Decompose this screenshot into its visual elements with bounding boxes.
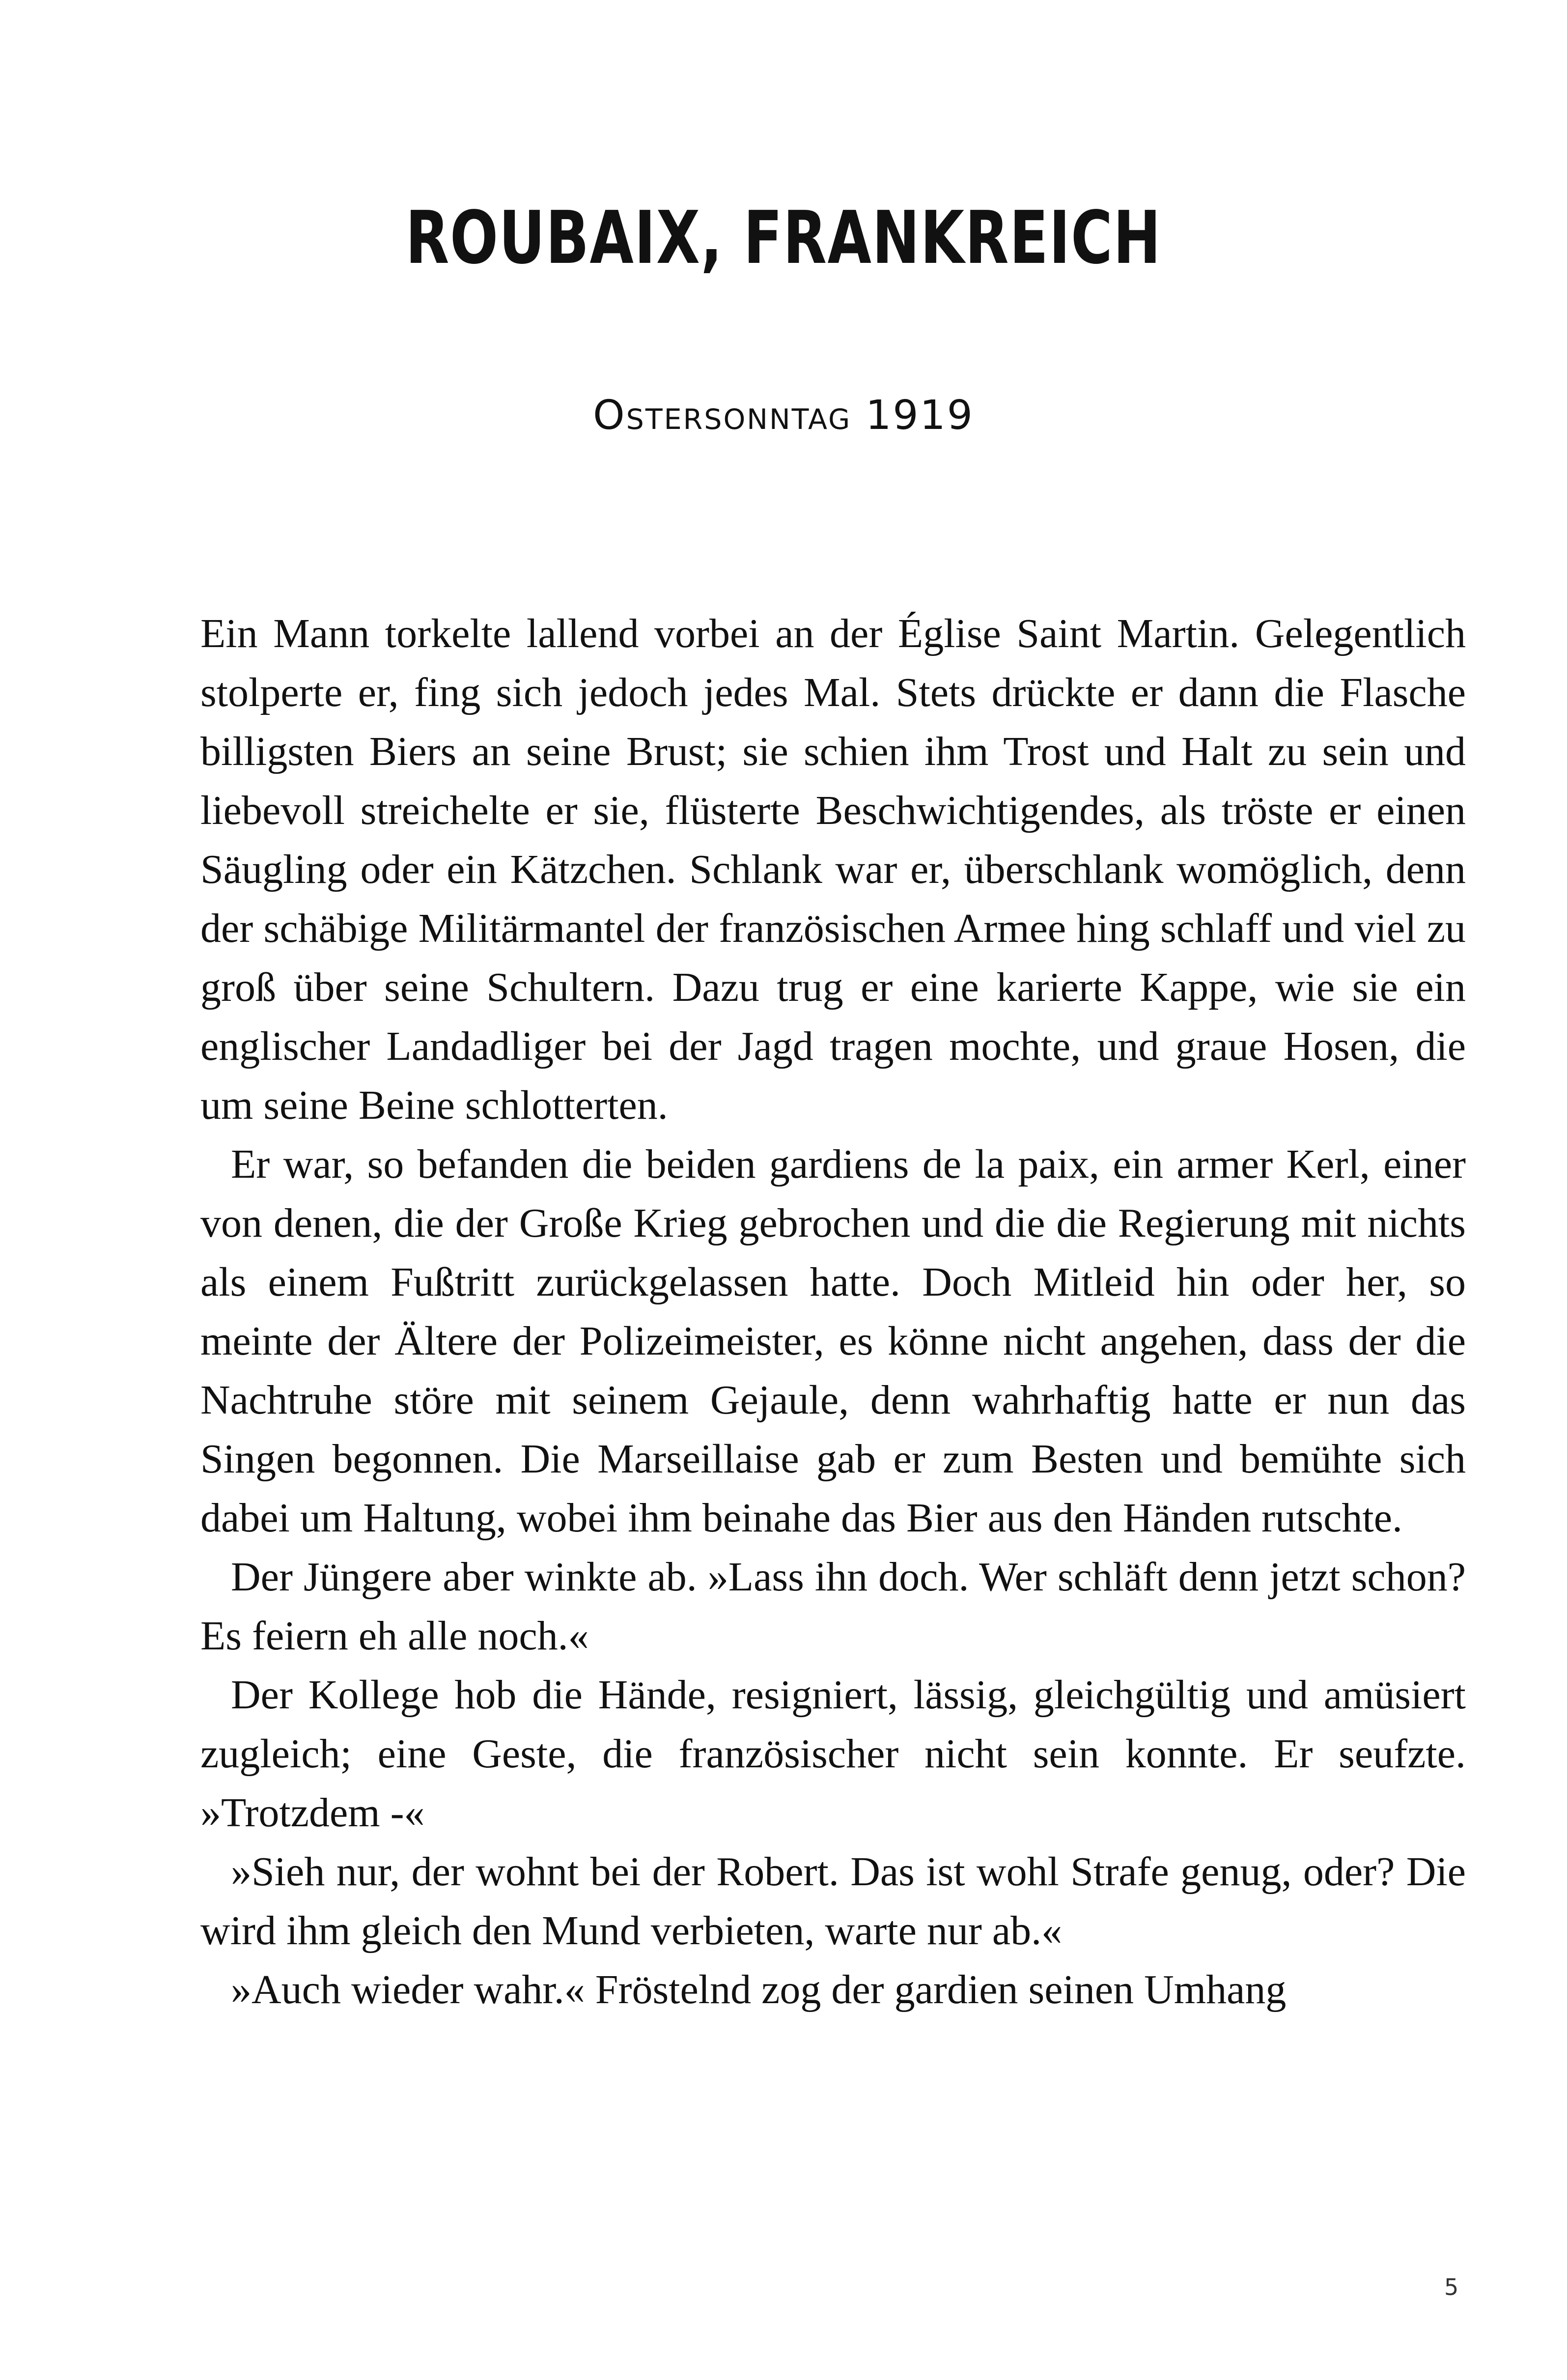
paragraph: Der Kollege hob die Hände, resigniert, lässig, gleichgültig und amüsiert zugleich; eine Geste, die französischer nicht sein konnte. Er seufzte. »Trotzdem -«	[200, 1672, 1466, 1836]
paragraph: »Sieh nur, der wohnt bei der Robert. Das ist wohl Strafe genug, oder? Die wird ihm gleich den Mund verbieten, warte nur ab.«	[200, 1849, 1466, 1954]
paragraph: »Auch wieder wahr.« Fröstelnd zog der gardien seinen Umhang	[231, 1967, 1287, 2012]
chapter-title: ROUBAIX, FRANKREICH	[405, 196, 1162, 280]
body-text	[200, 604, 1466, 2019]
chapter-subtitle: Ostersonntag 1919	[593, 392, 974, 439]
paragraph: Er war, so befanden die beiden gardiens de la paix, ein armer Kerl, einer von denen, die der Große Krieg gebrochen und die die Regierung mit nichts als einem Fußtritt zurückgelassen hatte. Doch Mitleid hin oder her, so meinte der Ältere der Polizeimeister, es könne nicht angehen, dass der die Nachtruhe störe mit seinem Gejaule, denn wahrhaftig hatte er nun das Singen begonnen. Die Marseillaise gab er zum Besten und bemühte sich dabei um Haltung, wobei ihm beinahe das Bier aus den Händen rutschte.	[200, 1141, 1466, 1541]
page-number: 5	[1444, 2274, 1459, 2300]
paragraph: Der Jüngere aber winkte ab. »Lass ihn doch. Wer schläft denn jetzt schon? Es feiern eh alle noch.«	[200, 1554, 1466, 1659]
paragraph: Ein Mann torkelte lallend vorbei an der Église Saint Martin. Gelegentlich stolperte er, fing sich jedoch jedes Mal. Stets drückte er dann die Flasche billigsten Biers an seine Brust; sie schien ihm Trost und Halt zu sein und liebevoll streichelte er sie, flüsterte Beschwichtigendes, als tröste er einen Säugling oder ein Kätzchen. Schlank war er, überschlank womöglich, denn der schäbige Militärmantel der französischen Armee hing schlaff und viel zu groß über seine Schultern. Dazu trug er eine karierte Kappe, wie sie ein englischer Landadliger bei der Jagd tragen mochte, und graue Hosen, die um seine Beine schlotterten.	[200, 611, 1466, 1128]
